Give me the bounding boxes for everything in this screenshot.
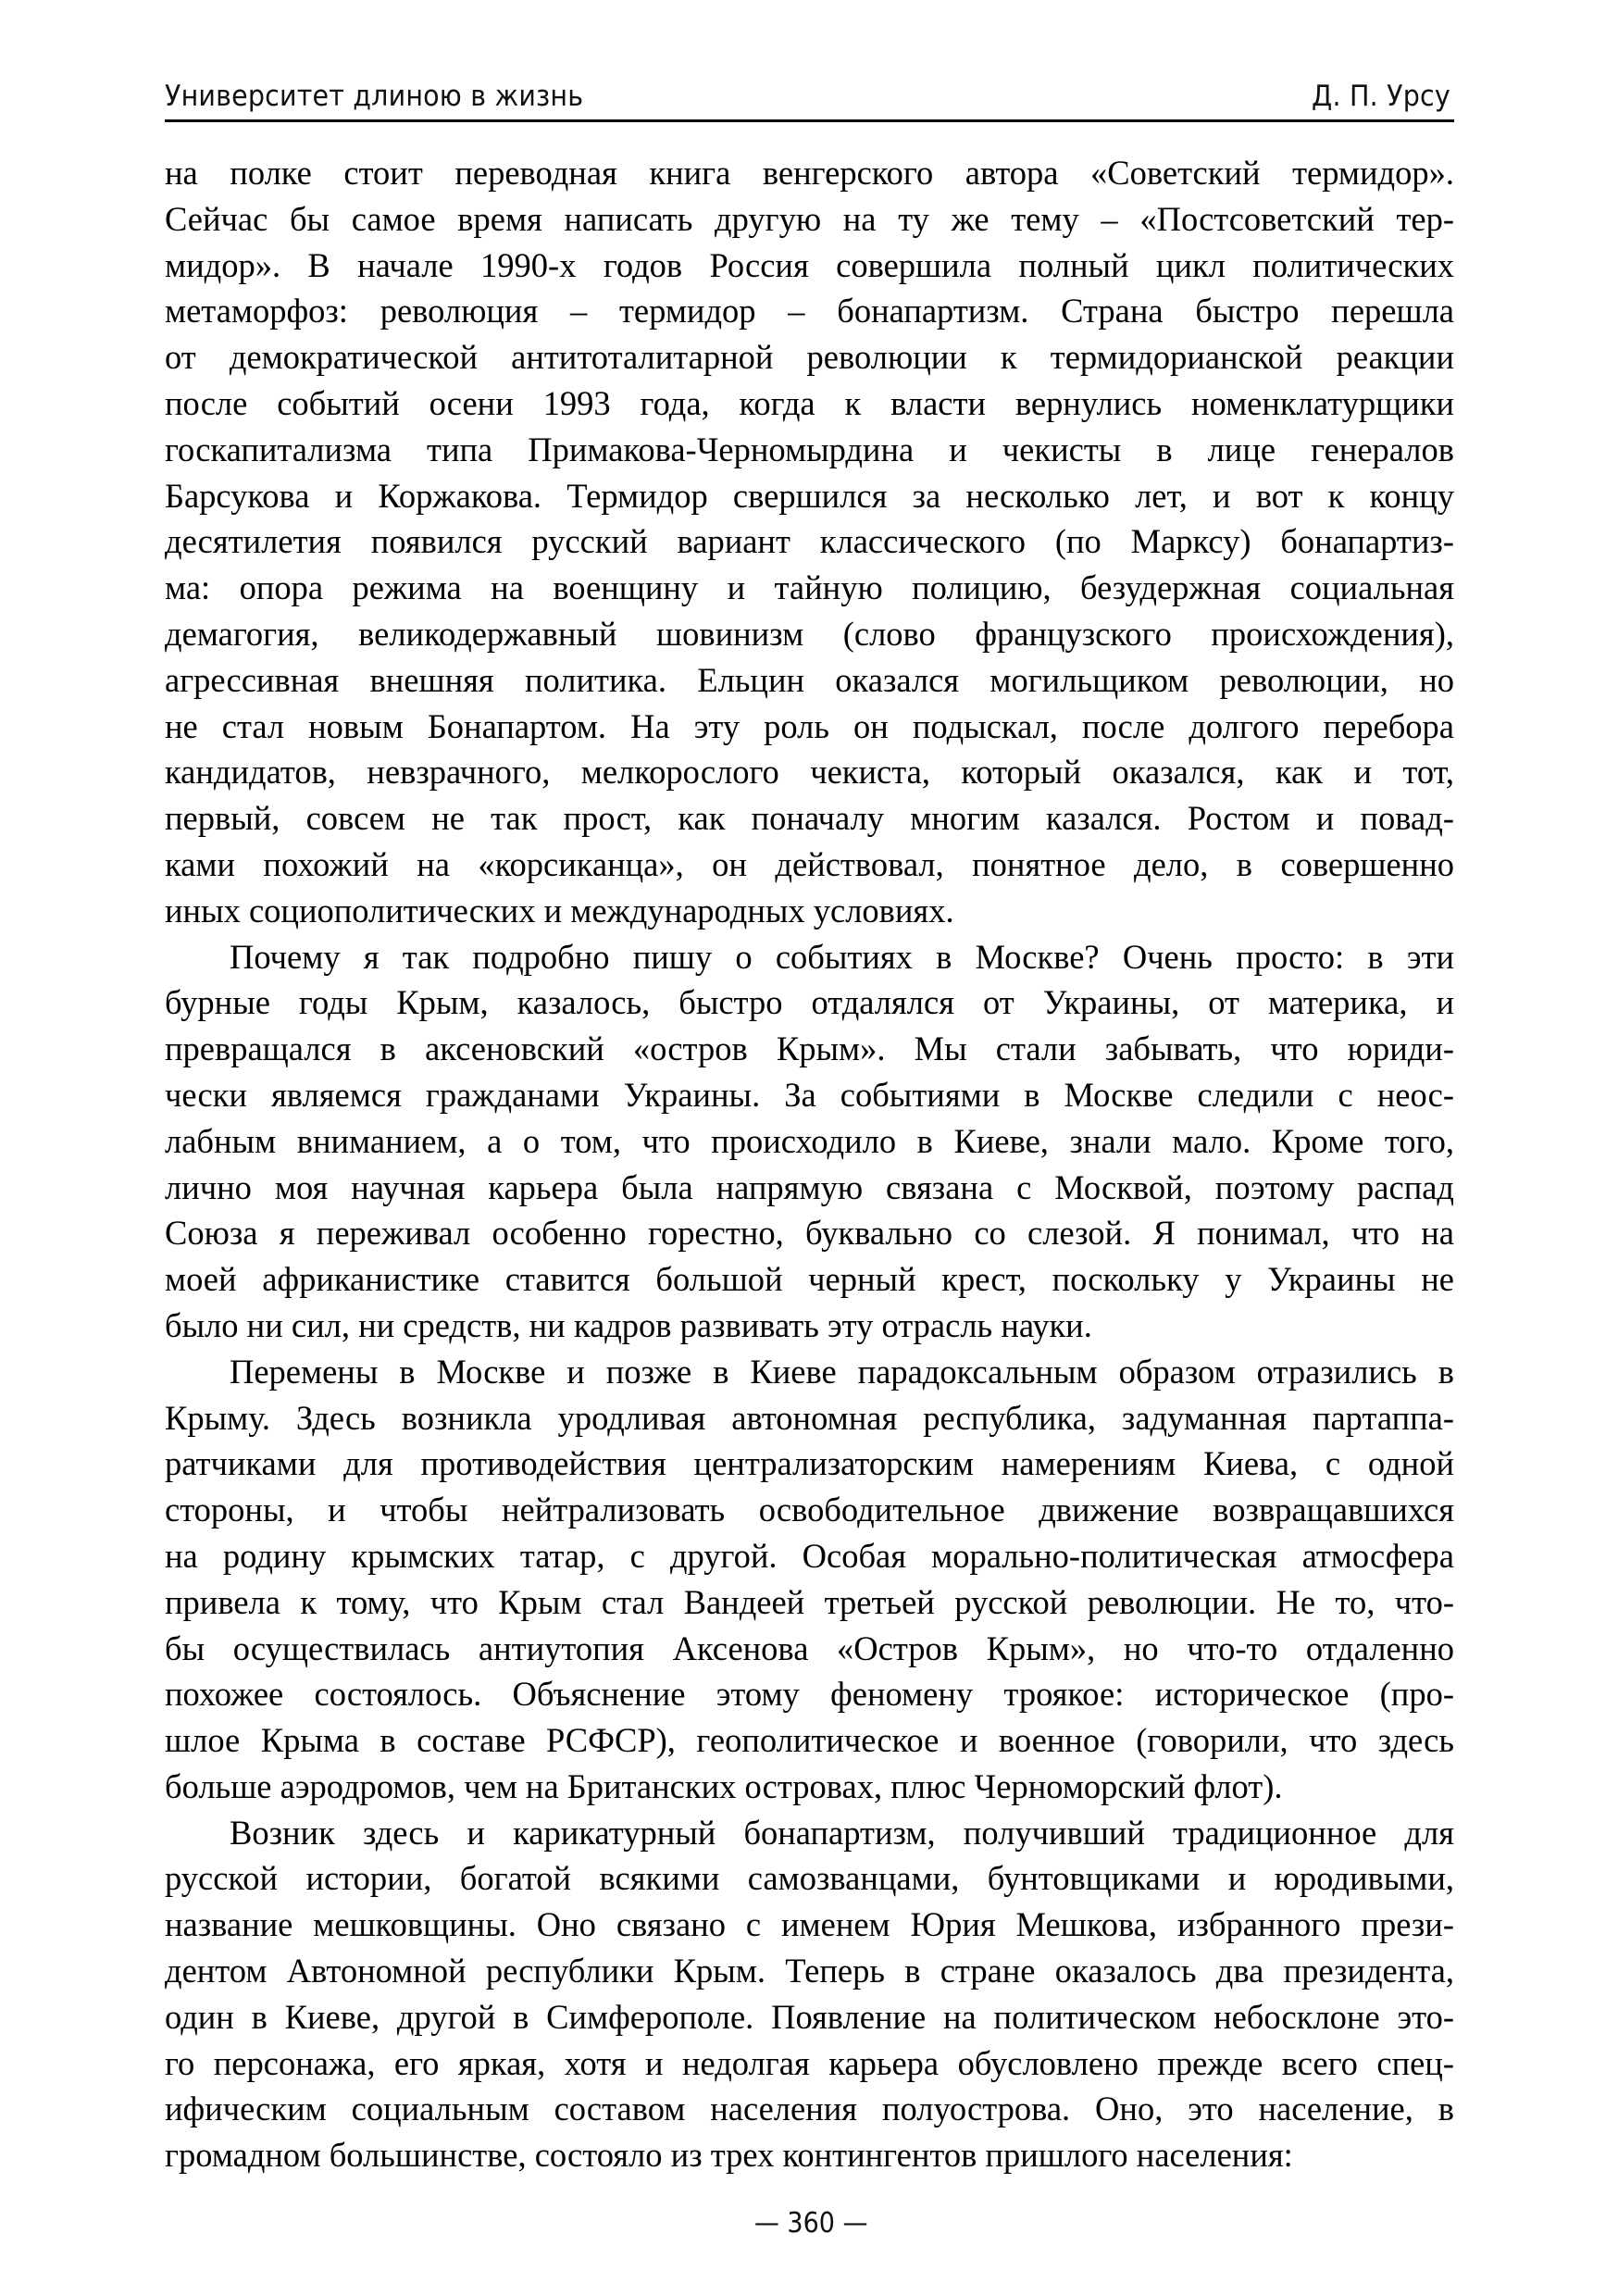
author-name: Д. П. Урсу [1312,80,1450,113]
text-line: на родину крымских татар, с другой. Особая морально-политическая атмосфера [165,1536,1454,1575]
text-line: бурные годы Крым, казалось, быстро отдалялся от Украины, от материка, и [165,983,1454,1022]
text-line: ратчиками для противодействия централизаторским намерениям Киева, с одной [165,1444,1454,1483]
text-line: моей африканистике ставится большой черный крест, поскольку у Украины не [165,1260,1454,1299]
text-line: не стал новым Бонапартом. На эту роль он подыскал, после долгого перебора [165,706,1454,745]
text-line: мидор». В начале 1990-х годов Россия совершила полный цикл политических [165,245,1454,284]
text-line: Почему я так подробно пишу о событиях в Москве? Очень просто: в эти [230,937,1454,976]
book-title: Университет длиною в жизнь [165,80,584,113]
text-line: громадном большинстве, состояло из трех контингентов пришлого населения: [165,2136,1293,2175]
text-line: похожее состоялось. Объяснение этому феномену троякое: историческое (про- [165,1675,1454,1714]
text-line: больше аэродромов, чем на Британских островах, плюс Черноморский флот). [165,1766,1283,1805]
text-line: Перемены в Москве и позже в Киеве парадоксальным образом отразились в [230,1352,1454,1391]
text-line: бы осуществилась антиутопия Аксенова «Остров Крым», но что-то отдаленно [165,1628,1454,1667]
text-line: лично моя научная карьера была напрямую связана с Москвой, поэтому распад [165,1167,1454,1206]
text-line: десятилетия появился русский вариант классического (по Марксу) бонапартиз- [165,522,1454,561]
text-line: привела к тому, что Крым стал Вандеей третьей русской революции. Не то, что- [165,1582,1454,1621]
text-line: Союза я переживал особенно горестно, буквально со слезой. Я понимал, что на [165,1214,1454,1253]
text-line: шлое Крыма в составе РСФСР), геополитическое и военное (говорили, что здесь [165,1721,1454,1760]
page-number [0,2207,1618,2240]
paragraph [165,1349,1454,1810]
text-line: ифическим социальным составом населения полуострова. Оно, это население, в [165,2090,1454,2128]
text-line: один в Киеве, другой в Симферополе. Появление на политическом небосклоне это- [165,1997,1454,2036]
text-line: превращался в аксеновский «остров Крым». Мы стали забывать, что юриди- [165,1029,1454,1068]
text-line: название мешковщины. Оно связано с именем Юрия Мешкова, избранного прези- [165,1905,1454,1944]
text-line: после событий осени 1993 года, когда к власти вернулись номенклатурщики [165,383,1454,422]
paragraph [165,934,1454,1349]
text-line: было ни сил, ни средств, ни кадров развивать эту отрасль науки. [165,1305,1092,1344]
text-line: ками похожий на «корсиканца», он действовал, понятное дело, в совершенно [165,844,1454,883]
text-line: Возник здесь и карикатурный бонапартизм, получивший традиционное для [230,1813,1454,1852]
text-line: Барсукова и Коржакова. Термидор свершился за несколько лет, и вот к концу [165,476,1454,515]
text-line: иных социополитических и международных условиях. [165,891,954,930]
header-rule [165,119,1454,122]
body-text [165,150,1454,2178]
text-line: на полке стоит переводная книга венгерского автора «Советский термидор». [165,154,1454,192]
text-line: первый, совсем не так прост, как поначалу многим казался. Ростом и повад- [165,799,1454,838]
text-line: стороны, и чтобы нейтрализовать освободительное движение возвращавшихся [165,1491,1454,1529]
text-line: кандидатов, невзрачного, мелкорослого чекиста, который оказался, как и тот, [165,753,1454,792]
text-line: Сейчас бы самое время написать другую на ту же тему – «Постсоветский тер- [165,199,1454,238]
text-line: метаморфоз: революция – термидор – бонапартизм. Страна быстро перешла [165,292,1454,331]
text-line: лабным вниманием, а о том, что происходило в Киеве, знали мало. Кроме того, [165,1121,1454,1160]
text-line: госкапитализма типа Примакова-Черномырдина и чекисты в лице генералов [165,430,1454,468]
running-header [165,80,1454,120]
paragraph [165,150,1454,934]
text-line: от демократической антитоталитарной революции к термидорианской реакции [165,338,1454,377]
text-line: ма: опора режима на военщину и тайную полицию, безудержная социальная [165,568,1454,607]
text-line: чески являемся гражданами Украины. За событиями в Москве следили с неос- [165,1075,1454,1114]
text-line: демагогия, великодержавный шовинизм (слово французского происхождения), [165,614,1454,653]
page-number-text: — 360 — [753,2207,868,2240]
paragraph [165,1810,1454,2178]
text-line: дентом Автономной республики Крым. Теперь в стране оказалось два президента, [165,1952,1454,1990]
text-line: агрессивная внешняя политика. Ельцин оказался могильщиком революции, но [165,660,1454,699]
text-line: русской истории, богатой всякими самозванцами, бунтовщиками и юродивыми, [165,1859,1454,1898]
text-line: Крыму. Здесь возникла уродливая автономная республика, задуманная партаппа- [165,1398,1454,1437]
text-line: го персонажа, его яркая, хотя и недолгая карьера обусловлено прежде всего спец- [165,2043,1454,2082]
